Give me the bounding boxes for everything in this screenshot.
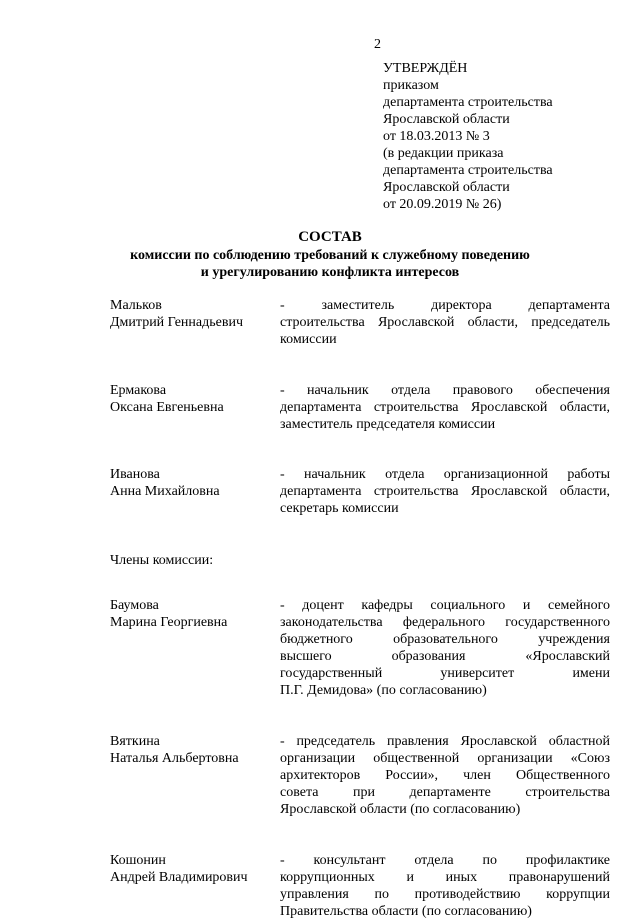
member-role-line: архитекторов России», член Общественного bbox=[280, 768, 610, 783]
member-role-line: - доцент кафедры социального и семейного bbox=[280, 598, 610, 613]
member-entry bbox=[110, 597, 610, 699]
member-role-line: организации общественной организации «Союз bbox=[280, 751, 610, 766]
member-role-line: - начальник отдела правового обеспечения bbox=[280, 383, 610, 398]
member-entry-secretary bbox=[110, 466, 610, 517]
member-surname: Ермакова bbox=[110, 383, 167, 398]
member-role-line: П.Г. Демидова» (по согласованию) bbox=[280, 683, 487, 698]
member-role-line: заместитель председателя комиссии bbox=[280, 417, 496, 432]
member-name bbox=[110, 297, 280, 348]
member-role-line: коррупционных и иных правонарушений bbox=[280, 870, 610, 885]
member-role-line: - заместитель директора департамента bbox=[280, 298, 610, 313]
commission-members-list bbox=[110, 297, 610, 920]
member-given-name: Наталья Альбертовна bbox=[110, 751, 239, 766]
member-surname: Кошонин bbox=[110, 853, 166, 868]
member-name bbox=[110, 382, 280, 433]
approval-line: от 18.03.2013 № 3 bbox=[383, 129, 490, 144]
approval-stamp-block bbox=[383, 60, 623, 213]
approval-line: приказом bbox=[383, 78, 439, 93]
member-role-line: комиссии bbox=[280, 332, 337, 347]
member-role-line: высшего образования «Ярославский bbox=[280, 649, 610, 664]
member-role-line: - начальник отдела организационной работы bbox=[280, 467, 610, 482]
member-name bbox=[110, 733, 280, 818]
member-role bbox=[280, 466, 610, 517]
approval-line: департамента строительства bbox=[383, 95, 553, 110]
member-role-line: управления по противодействию коррупции bbox=[280, 887, 610, 902]
member-role-line: секретарь комиссии bbox=[280, 501, 399, 516]
member-role bbox=[280, 733, 610, 818]
member-name bbox=[110, 597, 280, 699]
member-given-name: Дмитрий Геннадьевич bbox=[110, 315, 243, 330]
member-given-name: Андрей Владимирович bbox=[110, 870, 248, 885]
member-role-line: - председатель правления Ярославской областной bbox=[280, 734, 610, 749]
member-surname: Вяткина bbox=[110, 734, 160, 749]
member-role-line: строительства Ярославской области, председатель bbox=[280, 315, 610, 330]
approval-line: от 20.09.2019 № 26) bbox=[383, 197, 502, 212]
member-role-line: Ярославской области (по согласованию) bbox=[280, 802, 521, 817]
member-surname: Баумова bbox=[110, 598, 159, 613]
approval-line: Ярославской области bbox=[383, 112, 510, 127]
member-role-line: - консультант отдела по профилактике bbox=[280, 853, 610, 868]
member-role-line: совета при департаменте строительства bbox=[280, 785, 610, 800]
member-role bbox=[280, 382, 610, 433]
member-role bbox=[280, 297, 610, 348]
member-entry bbox=[110, 852, 610, 920]
member-role bbox=[280, 597, 610, 699]
approval-line: Ярославской области bbox=[383, 180, 510, 195]
member-given-name: Анна Михайловна bbox=[110, 484, 220, 499]
member-entry-deputy-chair bbox=[110, 382, 610, 433]
member-surname: Иванова bbox=[110, 467, 160, 482]
member-name bbox=[110, 466, 280, 517]
member-role-line: Правительства области (по согласованию) bbox=[280, 904, 532, 919]
members-section-label: Члены комиссии: bbox=[110, 553, 214, 568]
member-given-name: Оксана Евгеньевна bbox=[110, 400, 224, 415]
approval-line: УТВЕРЖДЁН bbox=[383, 61, 468, 76]
document-title-block bbox=[80, 228, 580, 281]
member-entry bbox=[110, 733, 610, 818]
member-role-line: департамента строительства Ярославской области, bbox=[280, 400, 610, 415]
member-surname: Мальков bbox=[110, 298, 162, 313]
document-subtitle-line-2: и урегулированию конфликта интересов bbox=[200, 265, 460, 280]
member-entry-chair bbox=[110, 297, 610, 348]
member-role bbox=[280, 852, 610, 920]
approval-line: департамента строительства bbox=[383, 163, 553, 178]
member-role-line: бюджетного образовательного учреждения bbox=[280, 632, 610, 647]
document-subtitle-line-1: комиссии по соблюдению требований к служебному поведению bbox=[130, 248, 530, 263]
document-title: СОСТАВ bbox=[298, 229, 362, 245]
member-name bbox=[110, 852, 280, 920]
approval-line: (в редакции приказа bbox=[383, 146, 504, 161]
member-role-line: законодательства федерального государственного bbox=[280, 615, 610, 630]
member-role-line: государственный университет имени bbox=[280, 666, 610, 681]
page-number: 2 bbox=[374, 37, 381, 52]
member-given-name: Марина Георгиевна bbox=[110, 615, 228, 630]
member-role-line: департамента строительства Ярославской области, bbox=[280, 484, 610, 499]
